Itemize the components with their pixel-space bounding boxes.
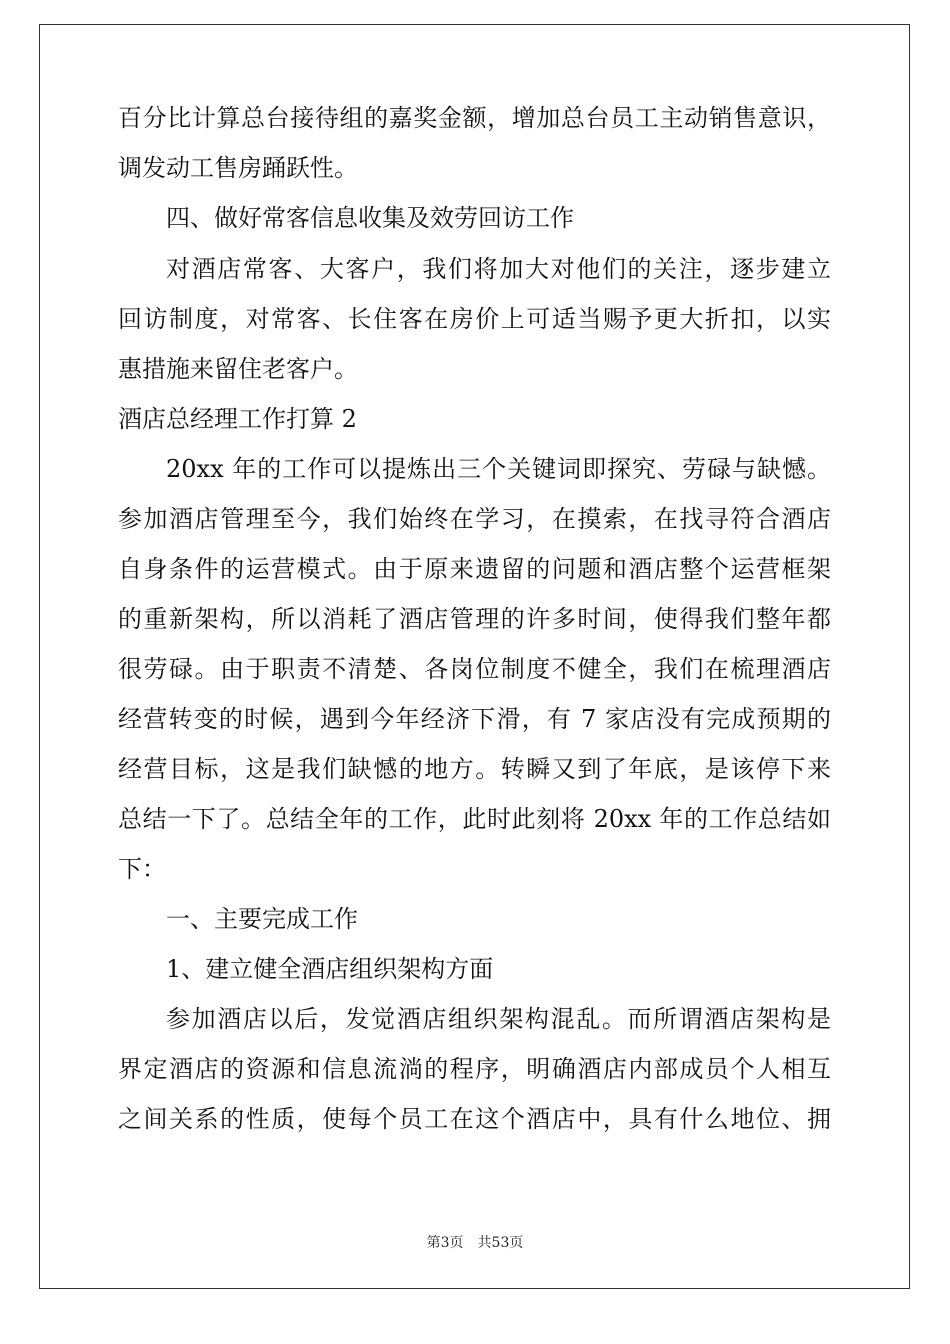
text-line: 惠措施来留住老客户。 — [118, 355, 358, 383]
text-line: 经营转变的时候，遇到今年经济下滑，有 7 家店没有完成预期的 — [118, 705, 831, 733]
text-line: 参加酒店管理至今，我们始终在学习，在摸索，在找寻符合酒店 — [118, 505, 831, 533]
text-line: 下： — [118, 855, 166, 883]
section-heading: 四、做好常客信息收集及效劳回访工作 — [166, 204, 574, 232]
text-line: 回访制度，对常客、长住客在房价上可适当赐予更大折扣，以实 — [118, 305, 831, 333]
text-line: 自身条件的运营模式。由于原来遗留的问题和酒店整个运营框架 — [118, 555, 831, 583]
text-line: 百分比计算总台接待组的嘉奖金额，增加总台员工主动销售意识， — [118, 104, 831, 132]
text-line: 之间关系的性质，使每个员工在这个酒店中，具有什么地位、拥 — [118, 1105, 831, 1133]
page-footer — [0, 1234, 950, 1252]
document-title: 酒店总经理工作打算 2 — [118, 405, 357, 433]
section-heading: 一、主要完成工作 — [166, 905, 358, 933]
subsection-heading: 1、建立健全酒店组织架构方面 — [166, 955, 494, 983]
text-line: 20xx 年的工作可以提炼出三个关键词即探究、劳碌与缺憾。 — [166, 455, 831, 483]
text-line: 的重新架构，所以消耗了酒店管理的许多时间，使得我们整年都 — [118, 605, 831, 633]
text-line: 调发动工售房踊跃性。 — [118, 154, 358, 182]
text-line: 参加酒店以后，发觉酒店组织架构混乱。而所谓酒店架构是 — [166, 1005, 831, 1033]
page-number: 第3页 — [426, 1235, 464, 1251]
text-line: 很劳碌。由于职责不清楚、各岗位制度不健全，我们在梳理酒店 — [118, 655, 831, 683]
text-line: 对酒店常客、大客户，我们将加大对他们的关注，逐步建立 — [166, 255, 831, 283]
text-line: 经营目标，这是我们缺憾的地方。转瞬又到了年底，是该停下来 — [118, 755, 831, 783]
text-line: 界定酒店的资源和信息流淌的程序，明确酒店内部成员个人相互 — [118, 1055, 831, 1083]
page-total: 共53页 — [477, 1235, 524, 1251]
text-line: 总结一下了。总结全年的工作，此时此刻将 20xx 年的工作总结如 — [118, 805, 831, 833]
